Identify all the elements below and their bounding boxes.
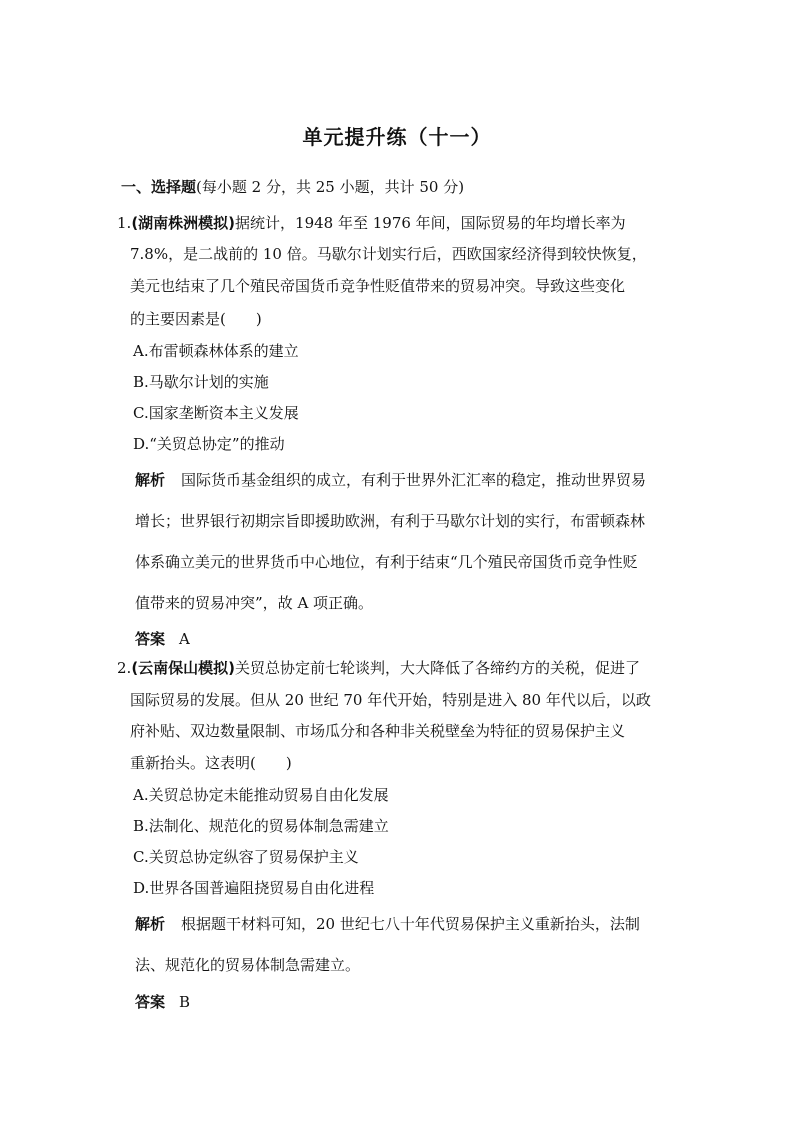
q1-source: (湖南株洲模拟): [131, 214, 236, 232]
q1-analysis-line-3: 体系确立美元的世界货币中心地位，有利于结束“几个殖民帝国货币竞争性贬: [135, 553, 638, 571]
q2-stem-line-1: [117, 657, 640, 678]
q1-answer-label: 答案: [135, 630, 166, 648]
section-title: 一、选择题: [121, 178, 197, 196]
q2-option-b: B.法制化、规范化的贸易体制急需建立: [133, 817, 389, 835]
q2-answer: [135, 991, 190, 1012]
q2-analysis-text-1: 根据题干材料可知，20 世纪七八十年代贸易保护主义重新抬头，法制: [181, 915, 640, 933]
q2-stem-line-4: 重新抬头。这表明( ): [130, 754, 292, 772]
q1-stem-line-1: [117, 212, 626, 233]
q1-option-a: A.布雷顿森林体系的建立: [133, 342, 299, 360]
q1-stem-text-1: 据统计，1948 年至 1976 年间，国际贸易的年均增长率为: [235, 214, 626, 232]
q1-option-b: B.马歇尔计划的实施: [133, 373, 269, 391]
q2-analysis-label: 解析: [135, 915, 166, 933]
q2-stem-line-3: 府补贴、双边数量限制、市场瓜分和各种非关税壁垒为特征的贸易保护主义: [130, 722, 626, 740]
q1-analysis-label: 解析: [135, 471, 166, 489]
q1-analysis-line-2: 增长；世界银行初期宗旨即援助欧洲，有利于马歇尔计划的实行，布雷顿森林: [135, 512, 646, 530]
q2-option-c: C.关贸总协定纵容了贸易保护主义: [133, 848, 359, 866]
q1-stem-line-4: 的主要因素是( ): [130, 310, 262, 328]
q1-answer: [135, 628, 190, 649]
q2-stem-line-2: 国际贸易的发展。但从 20 世纪 70 年代开始，特别是进入 80 年代以后，以政: [130, 691, 651, 709]
page-title: 单元提升练（十一）: [302, 125, 492, 149]
q1-answer-value: A: [179, 630, 190, 648]
section-note: (每小题 2 分，共 25 小题，共计 50 分): [196, 178, 465, 196]
q1-analysis-line-4: 值带来的贸易冲突”，故 A 项正确。: [135, 594, 374, 612]
q2-option-d: D.世界各国普遍阻挠贸易自由化进程: [133, 879, 375, 897]
q2-answer-value: B: [179, 993, 191, 1011]
q2-analysis-line-1: [135, 913, 640, 934]
q1-analysis-text-1: 国际货币基金组织的成立，有利于世界外汇汇率的稳定，推动世界贸易: [181, 471, 647, 489]
q1-analysis-line-1: [135, 469, 646, 490]
q1-number: 1.: [117, 214, 132, 232]
q2-number: 2.: [117, 659, 132, 677]
q1-stem-line-3: 美元也结束了几个殖民帝国货币竞争性贬值带来的贸易冲突。导致这些变化: [130, 277, 626, 295]
section-heading: [121, 176, 464, 197]
q1-option-c: C.国家垄断资本主义发展: [133, 404, 299, 422]
q2-source: (云南保山模拟): [131, 659, 236, 677]
q2-analysis-line-2: 法、规范化的贸易体制急需建立。: [135, 956, 361, 974]
q1-stem-line-2: 7.8%，是二战前的 10 倍。马歇尔计划实行后，西欧国家经济得到较快恢复，: [130, 245, 647, 263]
q2-answer-label: 答案: [135, 993, 166, 1011]
q1-option-d: D.“关贸总协定”的推动: [133, 435, 285, 453]
q2-stem-text-1: 关贸总协定前七轮谈判，大大降低了各缔约方的关税，促进了: [235, 659, 641, 677]
q2-option-a: A.关贸总协定未能推动贸易自由化发展: [133, 786, 389, 804]
